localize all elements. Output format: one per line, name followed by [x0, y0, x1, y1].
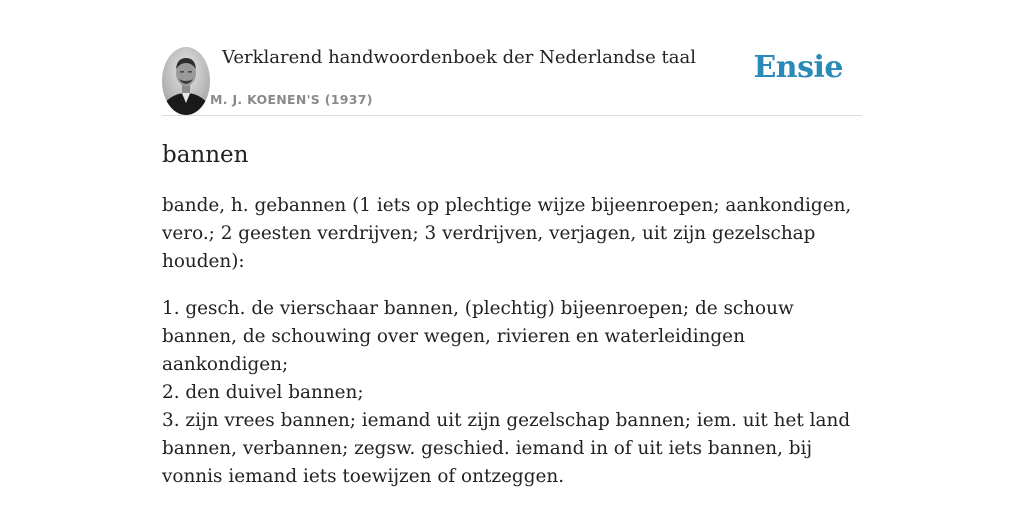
page [162, 0, 862, 491]
entry-definition [162, 192, 862, 491]
author-portrait-icon [162, 47, 210, 115]
entry-sense-3: 3. zijn vrees bannen; iemand uit zijn gezelschap bannen; iem. uit het land bannen, verbannen; zegsw. geschied. iemand in of uit iets bannen, bij vonnis iemand iets toewijzen of ontzeggen. [162, 410, 851, 487]
book-author: M. J. KOENEN'S (1937) [210, 92, 373, 107]
entry-headword: bannen [162, 142, 249, 168]
entry-senses [162, 295, 862, 491]
ensie-logo-link[interactable]: Ensie [753, 50, 843, 85]
site-header [162, 46, 862, 116]
entry-intro: bande, h. gebannen (1 iets op plechtige wijze bijeenroepen; aankondigen, vero.; 2 geesten verdrijven; 3 verdrijven, verjagen, uit zijn gezelschap houden): [162, 195, 852, 272]
book-title: Verklarend handwoordenboek der Nederlandse taal [222, 47, 696, 68]
entry-sense-1: 1. gesch. de vierschaar bannen, (plechtig) bijeenroepen; de schouw bannen, de schouwing over wegen, rivieren en waterleidingen aankondigen; [162, 298, 794, 375]
entry-sense-2: 2. den duivel bannen; [162, 382, 364, 403]
